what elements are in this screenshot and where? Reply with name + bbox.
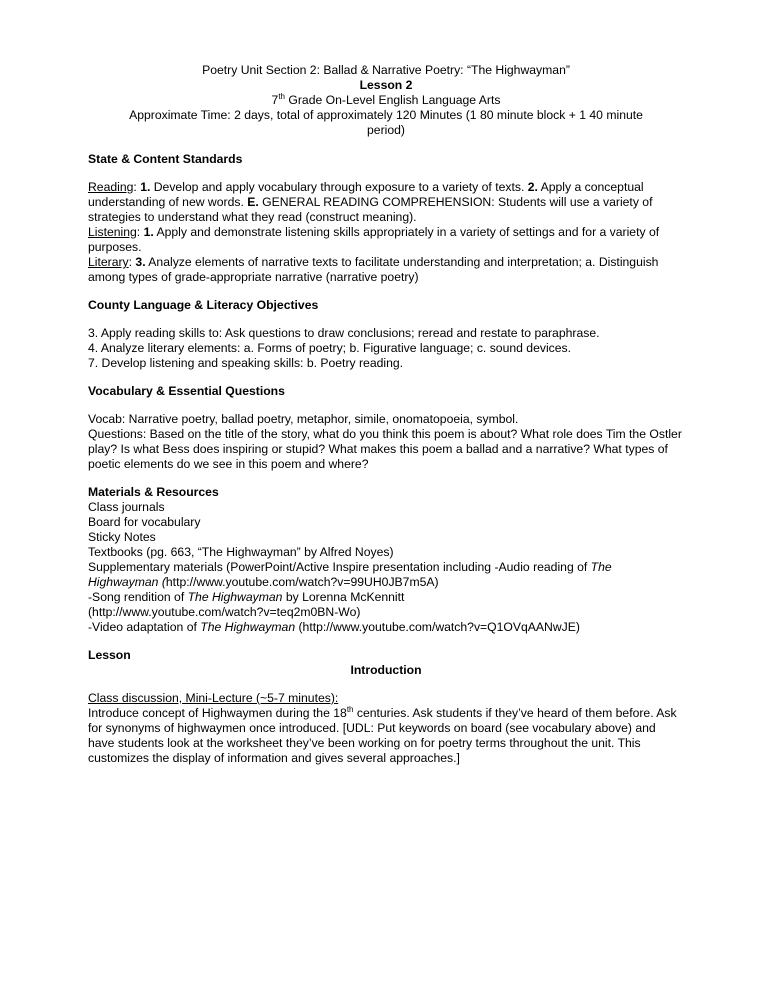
song-url: (http://www.youtube.com/watch?v=teq2m0BN-Wo) [88, 605, 361, 619]
materials-heading: Materials & Resources [88, 485, 219, 499]
grade-line: 7th Grade On-Level English Language Arts [271, 92, 501, 107]
vocabulary-section [88, 384, 684, 472]
song-rendition: -Song rendition of The Highwayman by Lorenna McKennitt [88, 590, 405, 604]
standards-section [88, 152, 684, 285]
lesson-section [88, 648, 684, 766]
material-item: Class journals [88, 500, 165, 514]
class-discussion-label: Class discussion, Mini-Lecture (~5-7 minutes): [88, 691, 339, 705]
unit-title: Poetry Unit Section 2: Ballad & Narrative Poetry: “The Highwayman” [202, 63, 570, 77]
supplementary-materials: Supplementary materials (PowerPoint/Active Inspire presentation including -Audio reading of The Highwayman (http://www.youtube.com/watch?v=99UH0JB7m5A) [88, 560, 612, 589]
objectives-heading: County Language & Literacy Objectives [88, 298, 319, 312]
objective-item: 7. Develop listening and speaking skills: b. Poetry reading. [88, 356, 404, 370]
video-adaptation: -Video adaptation of The Highwayman (http://www.youtube.com/watch?v=Q1OVqAANwJE) [88, 620, 580, 634]
objectives-section [88, 298, 684, 371]
introduction-paragraph: Introduce concept of Highwaymen during the 18th centuries. Ask students if they’ve heard of them before. Ask for synonyms of highwaymen once introduced. [UDL: Put keywords on board (see vocabulary above) and have students look at the worksheet they’ve been working on for poetry terms throughout the unit. This customizes the display of information and gives several approaches.] [88, 705, 677, 765]
essential-questions: Questions: Based on the title of the story, what do you think this poem is about? What role does Tim the Ostler play? Is what Bess does inspiring or stupid? What makes this poem a ballad and a narrative? What types of poetic elements do we see in this poem and where? [88, 427, 682, 471]
literary-standard: Literary: 3. Analyze elements of narrative texts to facilitate understanding and interpretation; a. Distinguish among types of grade-appropriate narrative (narrative poetry) [88, 255, 659, 284]
document-header [88, 63, 684, 138]
material-item: Board for vocabulary [88, 515, 201, 529]
standards-heading: State & Content Standards [88, 152, 243, 166]
materials-section [88, 485, 684, 635]
objective-item: 3. Apply reading skills to: Ask questions to draw conclusions; reread and restate to paraphrase. [88, 326, 600, 340]
reading-standard: Reading: 1. Develop and apply vocabulary through exposure to a variety of texts. 2. Apply a conceptual understanding of new words. E. GENERAL READING COMPREHENSION: Students will use a variety of strategies to understand what they read (construct meaning). [88, 180, 653, 224]
listening-standard: Listening: 1. Apply and demonstrate listening skills appropriately in a variety of settings and for a variety of purposes. [88, 225, 660, 254]
approximate-time: Approximate Time: 2 days, total of approximately 120 Minutes (1 80 minute block + 1 40 minute period) [129, 108, 643, 137]
document-page [88, 63, 684, 766]
lesson-number: Lesson 2 [359, 78, 413, 92]
vocab-list: Vocab: Narrative poetry, ballad poetry, metaphor, simile, onomatopoeia, symbol. [88, 412, 519, 426]
objective-item: 4. Analyze literary elements: a. Forms of poetry; b. Figurative language; c. sound devices. [88, 341, 572, 355]
lesson-heading: Lesson [88, 648, 131, 662]
material-item: Textbooks (pg. 663, “The Highwayman” by Alfred Noyes) [88, 545, 394, 559]
introduction-heading: Introduction [350, 663, 422, 677]
material-item: Sticky Notes [88, 530, 156, 544]
vocabulary-heading: Vocabulary & Essential Questions [88, 384, 285, 398]
